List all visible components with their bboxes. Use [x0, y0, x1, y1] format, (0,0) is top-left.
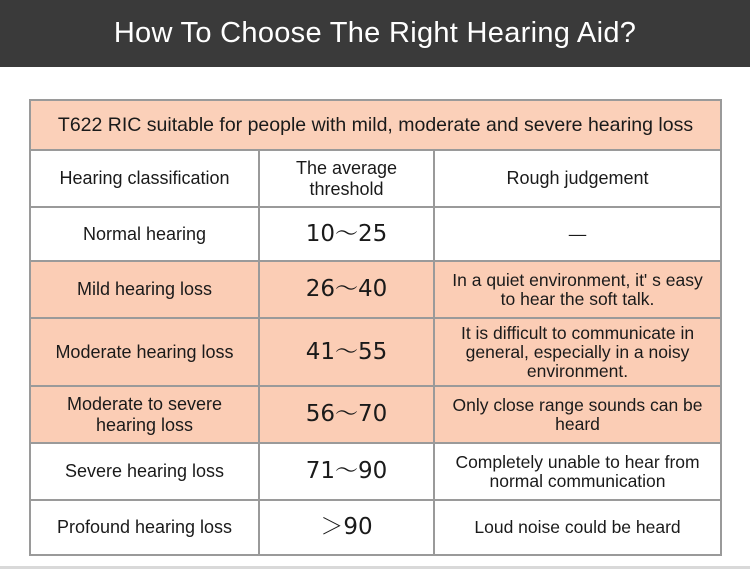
table-row — [30, 261, 721, 318]
column-header-threshold: The average threshold — [259, 150, 434, 207]
threshold-cell: 41～55 — [259, 318, 434, 386]
threshold-cell: ＞90 — [259, 500, 434, 555]
threshold-cell: 10～25 — [259, 207, 434, 261]
judgement-cell: Completely unable to hear from normal communication — [434, 443, 721, 500]
column-header-classification: Hearing classification — [30, 150, 259, 207]
judgement-cell: — — [434, 207, 721, 261]
classification-cell: Moderate hearing loss — [30, 318, 259, 386]
judgement-cell: It is difficult to communicate in general, especially in a noisy environment. — [434, 318, 721, 386]
judgement-cell: Loud noise could be heard — [434, 500, 721, 555]
judgement-cell: In a quiet environment, it' s easy to hear the soft talk. — [434, 261, 721, 318]
column-header-judgement: Rough judgement — [434, 150, 721, 207]
table-row — [30, 318, 721, 386]
classification-cell: Normal hearing — [30, 207, 259, 261]
classification-cell: Mild hearing loss — [30, 261, 259, 318]
table-caption: T622 RIC suitable for people with mild, moderate and severe hearing loss — [30, 100, 721, 150]
page-header — [0, 0, 750, 67]
judgement-cell: Only close range sounds can be heard — [434, 386, 721, 443]
classification-cell: Moderate to severe hearing loss — [30, 386, 259, 443]
classification-cell: Profound hearing loss — [30, 500, 259, 555]
hearing-aid-table — [29, 99, 722, 556]
table-caption-row — [30, 100, 721, 150]
table-row — [30, 207, 721, 261]
table-row — [30, 443, 721, 500]
threshold-cell: 56～70 — [259, 386, 434, 443]
table-header-row — [30, 150, 721, 207]
threshold-cell: 26～40 — [259, 261, 434, 318]
page-title: How To Choose The Right Hearing Aid? — [113, 17, 637, 49]
threshold-cell: 71～90 — [259, 443, 434, 500]
table-row — [30, 500, 721, 555]
table-row — [30, 386, 721, 443]
classification-cell: Severe hearing loss — [30, 443, 259, 500]
